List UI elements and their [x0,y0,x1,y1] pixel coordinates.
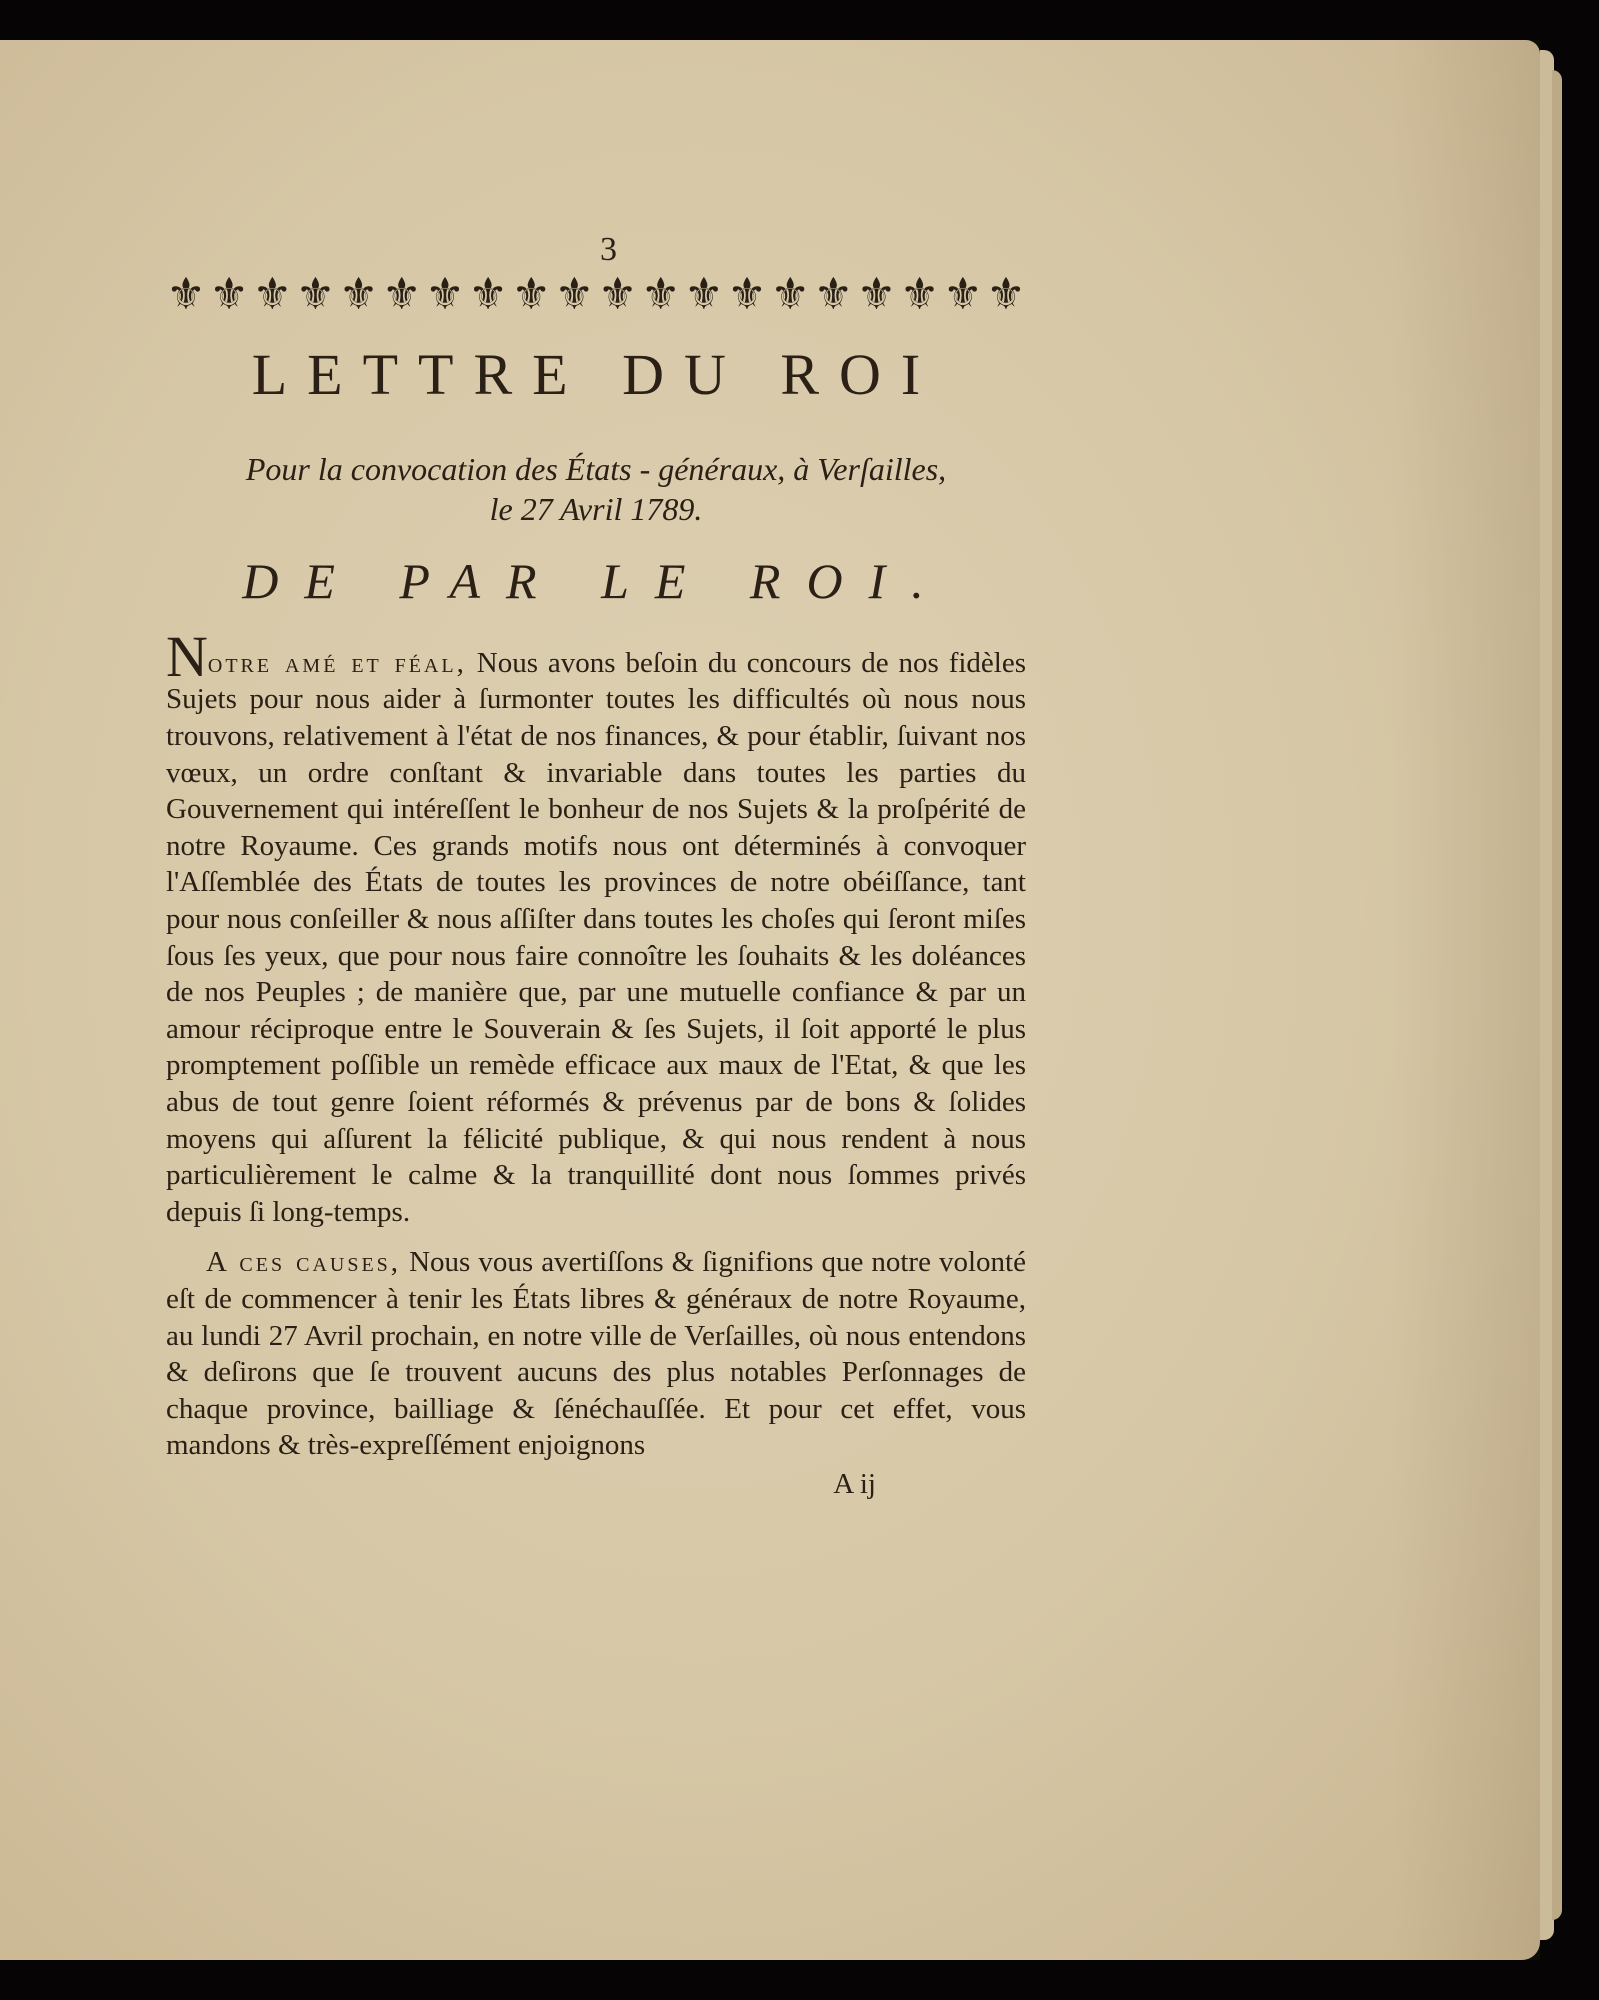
paragraph-1-text: Nous avons beſoin du concours de nos fidèles Sujets pour nous aider à ſurmonter toutes les difficultés où nous nous trouvons, relativement à l'état de nos finances, & pour établir, ſuivant nos vœux, un ordre conſtant & invariable dans toutes les parties du Gouvernement qui intéreſſent le bonheur de nos Sujets & la proſpérité de notre Royaume. Ces grands motifs nous ont déterminés à convoquer l'Aſſemblée des États de toutes les provinces de notre obéiſſance, tant pour nous conſeiller & nous aſſiſter dans toutes les choſes qui ſeront miſes ſous ſes yeux, que pour nous faire connoître les ſouhaits & les doléances de nos Peuples ; de manière que, par une mutuelle confiance & par un amour réciproque entre le Souverain & ſes Sujets, il ſoit apporté le plus promptement poſſible un remède efficace aux maux de l'Etat, & que les abus de tout genre ſoient réformés & prévenus par de bons & ſolides moyens qui aſſurent la félicité publique, & qui nous rendent à nous particulièrement le calme & la tranquillité dont nous ſommes privés depuis ſi long-temps. [166,646,1027,1228]
signature-mark: A ij [833,1467,876,1500]
document-body [166,232,1026,1502]
paragraph-2-text: Nous vous avertiſſons & ſignifions que notre volonté eſt de commencer à tenir les États libres & généraux de notre Royaume, au lundi 27 Avril prochain, en notre ville de Verſailles, où nous entendons & deſirons que ſe trouvent aucuns des plus notables Perſonnages de chaque province, bailliage & ſénéchauſſée. Et pour cet effet, vous mandons & très-expreſſément enjoignons [166,1246,1026,1462]
fleur-de-lis-icon: ⚜ [511,270,551,319]
fleur-de-lis-icon: ⚜ [986,270,1026,319]
paragraph-2 [166,1244,1026,1464]
fleur-de-lis-icon: ⚜ [640,270,681,319]
fleur-de-lis-icon: ⚜ [597,270,638,319]
fleur-de-lis-icon: ⚜ [813,270,854,319]
fleur-de-lis-icon: ⚜ [727,270,767,319]
section-heading: DE PAR LE ROI. [242,552,950,609]
fleur-de-lis-icon: ⚜ [770,270,810,319]
fleur-de-lis-icon: ⚜ [856,270,897,319]
page-number: 3 [600,231,617,268]
document-title: LETTRE DU ROI [251,342,941,407]
fleur-de-lis-icon: ⚜ [295,270,336,319]
page-fold-shadow [1390,40,1540,1960]
fleur-de-lis-icon: ⚜ [899,270,940,319]
fleur-de-lis-icon: ⚜ [338,270,379,319]
fleur-de-lis-icon: ⚜ [209,270,249,319]
fleur-de-lis-icon: ⚜ [425,270,465,319]
fleur-de-lis-icon: ⚜ [382,270,422,319]
paragraph-2-lead: A ces causes, [206,1246,402,1279]
fleur-de-lis-icon: ⚜ [166,270,206,319]
subtitle-line-2: le 27 Avril 1789. [489,490,703,527]
paragraph-1-lead: otre amé et féal, [207,646,467,679]
fleur-de-lis-icon: ⚜ [684,270,724,319]
fleur-de-lis-ornament-band [166,272,1026,318]
fleur-de-lis-icon: ⚜ [468,270,508,319]
document-subtitle [166,449,1026,529]
fleur-de-lis-icon: ⚜ [252,270,293,319]
paragraph-1 [166,623,1027,1231]
page-edge-back [1552,70,1562,1920]
fleur-de-lis-icon: ⚜ [554,270,595,319]
drop-cap: N [166,623,208,689]
subtitle-line-1: Pour la convocation des États - généraux, à Verſailles, [245,450,947,487]
fleur-de-lis-icon: ⚜ [943,270,983,319]
